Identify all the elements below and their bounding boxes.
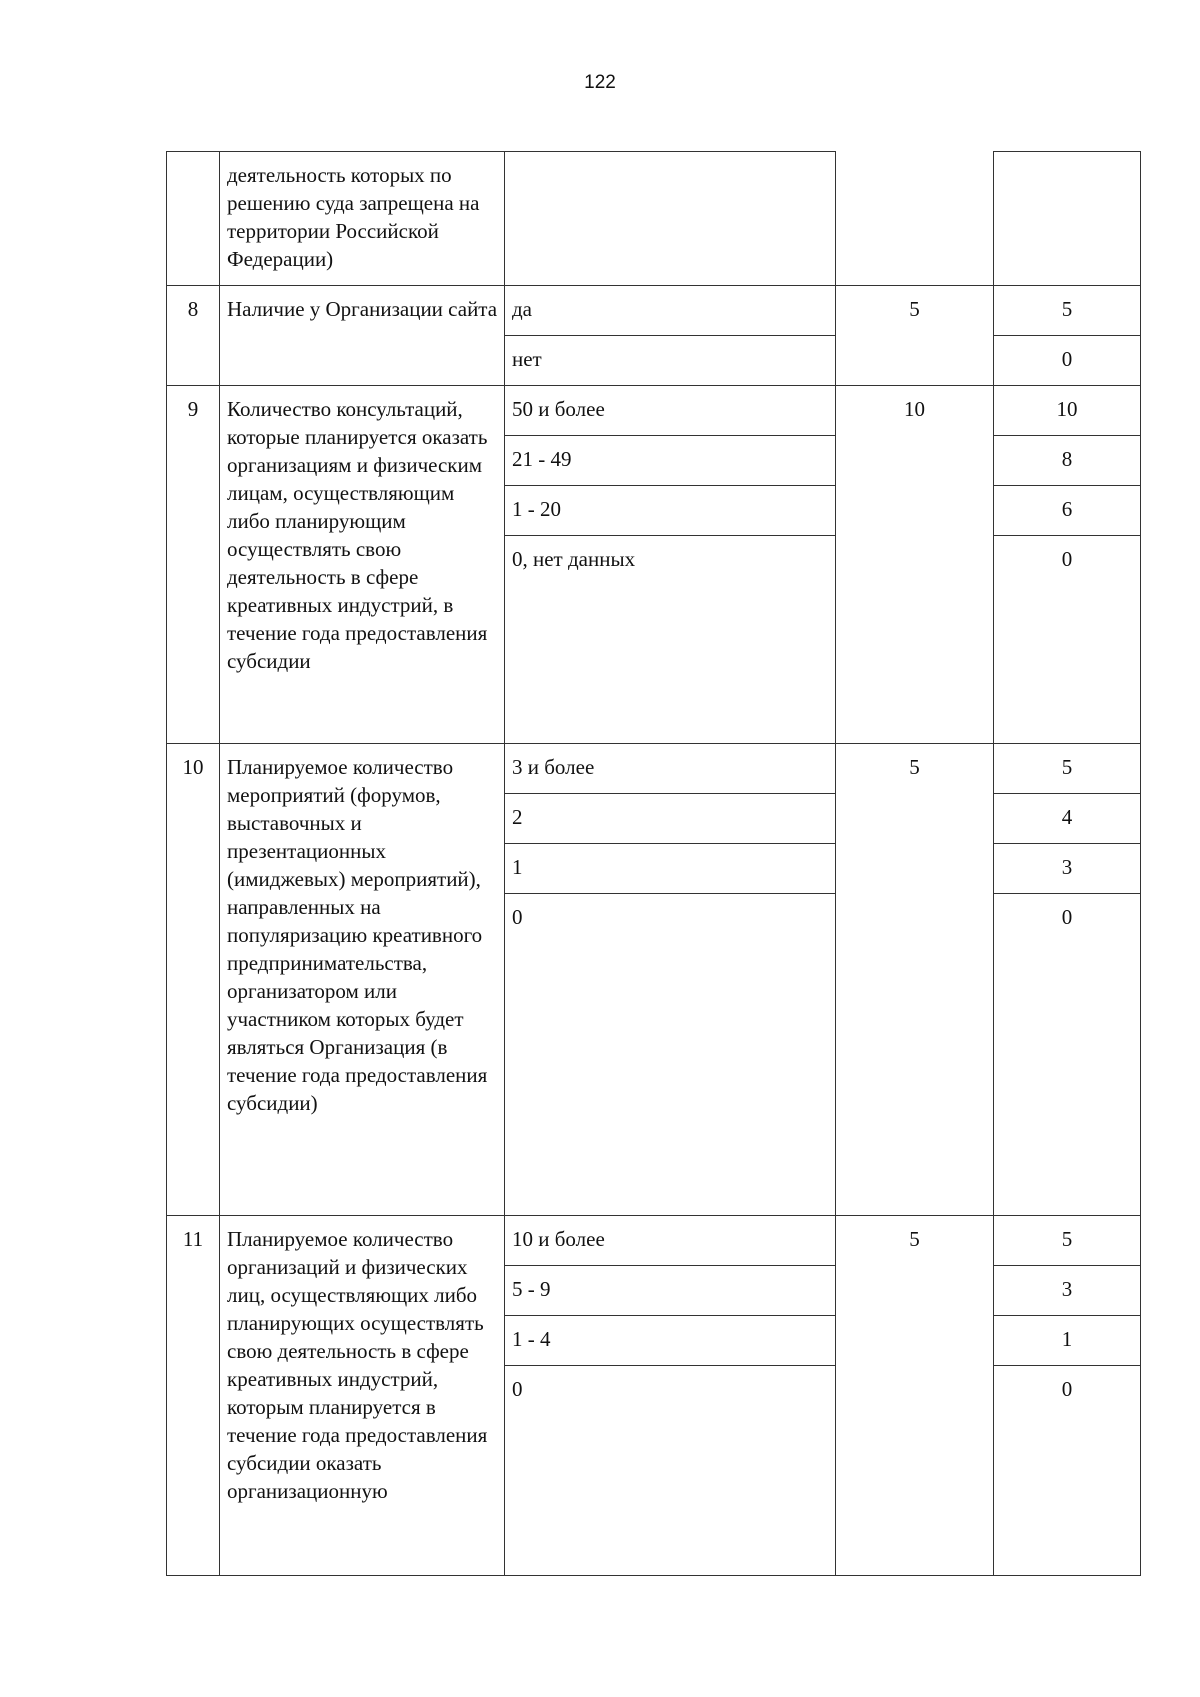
criteria-table [166, 151, 1141, 1576]
table-row-criterion-10 [167, 744, 1141, 794]
criterion-name: Планируемое количество организаций и физических лиц, осуществляющих либо планирующих осуществлять свою деятельность в сфере креативных индустрий, которым планируется в течение года предоставления субсидии оказать организационную [220, 1216, 505, 1576]
option-label: 3 и более [505, 744, 836, 794]
table-row-continuation [167, 152, 1141, 286]
criterion-number: 9 [167, 386, 220, 744]
option-label: 10 и более [505, 1216, 836, 1266]
criterion-number: 11 [167, 1216, 220, 1576]
option-score: 0 [994, 894, 1141, 1216]
option-label: да [505, 286, 836, 336]
option-label: 0 [505, 894, 836, 1216]
option-label: нет [505, 336, 836, 386]
max-score: 5 [836, 1216, 994, 1576]
option-score: 5 [994, 1216, 1141, 1266]
option-label: 2 [505, 794, 836, 844]
option-label: 0 [505, 1366, 836, 1576]
criterion-cell: деятельность которых по решению суда запрещена на территории Российской Федерации) [220, 152, 505, 286]
max-score: 5 [836, 286, 994, 386]
max-score: 10 [836, 386, 994, 744]
table-row-criterion-9 [167, 386, 1141, 436]
criterion-number: 10 [167, 744, 220, 1216]
option-score: 3 [994, 1266, 1141, 1316]
option-score: 8 [994, 436, 1141, 486]
option-label: 1 [505, 844, 836, 894]
option-label: 1 - 4 [505, 1316, 836, 1366]
criterion-number: 8 [167, 286, 220, 386]
option-score: 0 [994, 336, 1141, 386]
option-label: 0, нет данных [505, 536, 836, 744]
option-score: 5 [994, 744, 1141, 794]
table-row-criterion-11 [167, 1216, 1141, 1266]
max-score-cell [836, 152, 994, 286]
option-score: 10 [994, 386, 1141, 436]
option-score: 0 [994, 536, 1141, 744]
option-score: 5 [994, 286, 1141, 336]
option-score: 0 [994, 1366, 1141, 1576]
option-score: 6 [994, 486, 1141, 536]
page-number: 122 [584, 72, 616, 93]
option-label: 21 - 49 [505, 436, 836, 486]
criterion-name: Количество консультаций, которые планируется оказать организациям и физическим лицам, осуществляющим либо планирующим осуществлять свою деятельность в сфере креативных индустрий, в течение года предоставления субсидии [220, 386, 505, 744]
score-cell [994, 152, 1141, 286]
option-score: 3 [994, 844, 1141, 894]
option-label: 5 - 9 [505, 1266, 836, 1316]
table-row-criterion-8 [167, 286, 1141, 336]
option-label: 50 и более [505, 386, 836, 436]
option-cell [505, 152, 836, 286]
option-label: 1 - 20 [505, 486, 836, 536]
option-score: 4 [994, 794, 1141, 844]
criterion-name: Наличие у Организации сайта [220, 286, 505, 386]
max-score: 5 [836, 744, 994, 1216]
criterion-name: Планируемое количество мероприятий (форумов, выставочных и презентационных (имиджевых) мероприятий), направленных на популяризацию креативного предпринимательства, организатором или участником которых будет являться Организация (в течение года предоставления субсидии) [220, 744, 505, 1216]
number-cell [167, 152, 220, 286]
option-score: 1 [994, 1316, 1141, 1366]
